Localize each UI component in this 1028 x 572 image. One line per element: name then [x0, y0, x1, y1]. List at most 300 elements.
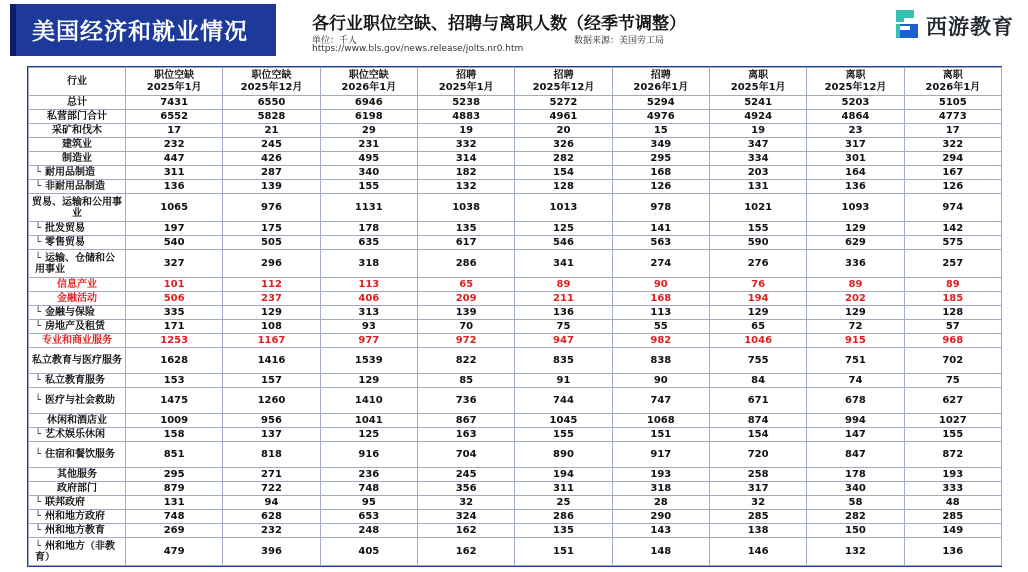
value-cell: 311 — [515, 482, 612, 496]
value-cell: 6550 — [223, 96, 320, 110]
value-cell: 147 — [807, 428, 904, 442]
column-header-period: 2025年1月 — [730, 81, 786, 93]
value-cell: 175 — [223, 222, 320, 236]
value-cell: 287 — [223, 166, 320, 180]
value-cell: 285 — [709, 510, 806, 524]
value-cell: 755 — [709, 348, 806, 374]
value-cell: 20 — [515, 124, 612, 138]
table-row — [29, 278, 1002, 292]
value-cell: 326 — [515, 138, 612, 152]
value-cell: 295 — [612, 152, 709, 166]
column-header-metric: 离职 — [845, 69, 866, 81]
value-cell: 65 — [709, 320, 806, 334]
row-label: 其他服务 — [57, 469, 97, 480]
value-cell: 90 — [612, 374, 709, 388]
row-label: 采矿和伐木 — [52, 125, 102, 136]
value-cell: 748 — [320, 482, 417, 496]
value-cell: 334 — [709, 152, 806, 166]
indent-marker-icon: └ — [35, 321, 42, 332]
value-cell: 153 — [126, 374, 223, 388]
value-cell: 167 — [904, 166, 1001, 180]
data-table-container — [27, 66, 1002, 567]
column-header — [612, 68, 709, 96]
column-header-metric: 职位空缺 — [154, 69, 195, 81]
column-header — [515, 68, 612, 96]
value-cell: 128 — [515, 180, 612, 194]
value-cell: 136 — [904, 538, 1001, 566]
value-cell: 872 — [904, 442, 1001, 468]
value-cell: 406 — [320, 292, 417, 306]
value-cell: 340 — [320, 166, 417, 180]
value-cell: 294 — [904, 152, 1001, 166]
indent-marker-icon: └ — [35, 449, 42, 460]
value-cell: 19 — [417, 124, 514, 138]
value-cell: 563 — [612, 236, 709, 250]
value-cell: 1167 — [223, 334, 320, 348]
value-cell: 193 — [904, 468, 1001, 482]
value-cell: 847 — [807, 442, 904, 468]
column-header-metric: 离职 — [748, 69, 769, 81]
value-cell: 151 — [515, 538, 612, 566]
value-cell: 629 — [807, 236, 904, 250]
logo-text: 西游教育 — [926, 15, 1014, 39]
indent-marker-icon: └ — [35, 375, 42, 386]
value-cell: 17 — [904, 124, 1001, 138]
value-cell: 6198 — [320, 110, 417, 124]
value-cell: 822 — [417, 348, 514, 374]
value-cell: 506 — [126, 292, 223, 306]
value-cell: 126 — [612, 180, 709, 194]
value-cell: 282 — [515, 152, 612, 166]
value-cell: 4961 — [515, 110, 612, 124]
column-header — [709, 68, 806, 96]
value-cell: 182 — [417, 166, 514, 180]
value-cell: 91 — [515, 374, 612, 388]
value-cell: 194 — [515, 468, 612, 482]
row-label: 贸易、运输和公用事业 — [32, 196, 122, 219]
row-label: 住宿和餐饮服务 — [45, 449, 116, 460]
row-label-cell — [29, 250, 126, 278]
value-cell: 5294 — [612, 96, 709, 110]
value-cell: 540 — [126, 236, 223, 250]
value-cell: 58 — [807, 496, 904, 510]
value-cell: 4773 — [904, 110, 1001, 124]
value-cell: 311 — [126, 166, 223, 180]
value-cell: 136 — [807, 180, 904, 194]
table-row — [29, 468, 1002, 482]
value-cell: 704 — [417, 442, 514, 468]
table-row — [29, 524, 1002, 538]
logo — [892, 8, 1020, 40]
value-cell: 851 — [126, 442, 223, 468]
row-label-cell — [29, 388, 126, 414]
column-header-period: 2025年12月 — [824, 81, 887, 93]
column-header-metric: 招聘 — [553, 69, 574, 81]
value-cell: 158 — [126, 428, 223, 442]
table-row — [29, 538, 1002, 566]
value-cell: 5105 — [904, 96, 1001, 110]
value-cell: 301 — [807, 152, 904, 166]
row-label: 专业和商业服务 — [42, 335, 112, 346]
value-cell: 148 — [612, 538, 709, 566]
value-cell: 194 — [709, 292, 806, 306]
indent-marker-icon: └ — [35, 540, 42, 552]
value-cell: 155 — [709, 222, 806, 236]
value-cell: 5272 — [515, 96, 612, 110]
value-cell: 590 — [709, 236, 806, 250]
value-cell: 1093 — [807, 194, 904, 222]
value-cell: 1410 — [320, 388, 417, 414]
value-cell: 1065 — [126, 194, 223, 222]
indent-marker-icon: └ — [35, 497, 42, 508]
table-row — [29, 388, 1002, 414]
value-cell: 25 — [515, 496, 612, 510]
value-cell: 126 — [904, 180, 1001, 194]
row-label-cell — [29, 482, 126, 496]
row-label-cell — [29, 524, 126, 538]
value-cell: 978 — [612, 194, 709, 222]
value-cell: 628 — [223, 510, 320, 524]
value-cell: 327 — [126, 250, 223, 278]
table-row — [29, 222, 1002, 236]
value-cell: 132 — [807, 538, 904, 566]
value-cell: 1260 — [223, 388, 320, 414]
indent-marker-icon: └ — [35, 237, 42, 248]
value-cell: 1475 — [126, 388, 223, 414]
row-label-cell — [29, 538, 126, 566]
row-label-cell — [29, 110, 126, 124]
column-header-period: 2025年12月 — [240, 81, 303, 93]
value-cell: 178 — [320, 222, 417, 236]
value-cell: 1021 — [709, 194, 806, 222]
value-cell: 1539 — [320, 348, 417, 374]
value-cell: 982 — [612, 334, 709, 348]
table-row — [29, 510, 1002, 524]
value-cell: 155 — [904, 428, 1001, 442]
table-row — [29, 428, 1002, 442]
value-cell: 720 — [709, 442, 806, 468]
value-cell: 113 — [612, 306, 709, 320]
value-cell: 1046 — [709, 334, 806, 348]
value-cell: 32 — [709, 496, 806, 510]
table-row — [29, 152, 1002, 166]
value-cell: 333 — [904, 482, 1001, 496]
value-cell: 271 — [223, 468, 320, 482]
value-cell: 678 — [807, 388, 904, 414]
column-header — [126, 68, 223, 96]
row-label-cell — [29, 180, 126, 194]
source-note: 数据来源：美国劳工局 — [574, 36, 665, 46]
row-label: 政府部门 — [57, 483, 97, 494]
row-label: 信息产业 — [57, 279, 97, 290]
value-cell: 1013 — [515, 194, 612, 222]
indent-marker-icon: └ — [35, 223, 42, 234]
row-label: 房地产及租赁 — [45, 321, 106, 332]
row-label: 建筑业 — [62, 139, 92, 150]
value-cell: 1068 — [612, 414, 709, 428]
value-cell: 15 — [612, 124, 709, 138]
value-cell: 136 — [126, 180, 223, 194]
value-cell: 155 — [515, 428, 612, 442]
value-cell: 19 — [709, 124, 806, 138]
row-label-cell — [29, 236, 126, 250]
indent-marker-icon: └ — [35, 307, 42, 318]
value-cell: 838 — [612, 348, 709, 374]
value-cell: 245 — [223, 138, 320, 152]
value-cell: 32 — [417, 496, 514, 510]
value-cell: 4924 — [709, 110, 806, 124]
value-cell: 202 — [807, 292, 904, 306]
table-row — [29, 236, 1002, 250]
value-cell: 151 — [612, 428, 709, 442]
value-cell: 90 — [612, 278, 709, 292]
value-cell: 55 — [612, 320, 709, 334]
column-header-period: 2026年1月 — [633, 81, 689, 93]
value-cell: 874 — [709, 414, 806, 428]
value-cell: 137 — [223, 428, 320, 442]
column-header-period: 2025年12月 — [532, 81, 595, 93]
value-cell: 93 — [320, 320, 417, 334]
column-header-metric: 招聘 — [456, 69, 477, 81]
value-cell: 232 — [126, 138, 223, 152]
row-label: 私营部门合计 — [47, 111, 107, 122]
value-cell: 879 — [126, 482, 223, 496]
value-cell: 977 — [320, 334, 417, 348]
row-label: 金融与保险 — [45, 307, 96, 318]
column-header-metric: 职位空缺 — [251, 69, 292, 81]
value-cell: 396 — [223, 538, 320, 566]
value-cell: 336 — [807, 250, 904, 278]
value-cell: 248 — [320, 524, 417, 538]
value-cell: 340 — [807, 482, 904, 496]
value-cell: 617 — [417, 236, 514, 250]
row-label-cell — [29, 194, 126, 222]
row-label: 耐用品制造 — [45, 167, 96, 178]
value-cell: 89 — [515, 278, 612, 292]
value-cell: 505 — [223, 236, 320, 250]
value-cell: 155 — [320, 180, 417, 194]
value-cell: 318 — [320, 250, 417, 278]
value-cell: 972 — [417, 334, 514, 348]
value-cell: 76 — [709, 278, 806, 292]
row-label: 制造业 — [62, 153, 92, 164]
column-header — [807, 68, 904, 96]
row-label: 金融活动 — [57, 293, 97, 304]
value-cell: 6552 — [126, 110, 223, 124]
value-cell: 290 — [612, 510, 709, 524]
value-cell: 322 — [904, 138, 1001, 152]
indent-marker-icon: └ — [35, 167, 42, 178]
value-cell: 135 — [515, 524, 612, 538]
table-row — [29, 496, 1002, 510]
value-cell: 286 — [515, 510, 612, 524]
table-row — [29, 194, 1002, 222]
value-cell: 335 — [126, 306, 223, 320]
value-cell: 748 — [126, 510, 223, 524]
column-header-industry — [29, 68, 126, 96]
value-cell: 128 — [904, 306, 1001, 320]
table-row — [29, 334, 1002, 348]
column-header-period: 2025年1月 — [146, 81, 202, 93]
value-cell: 28 — [612, 496, 709, 510]
value-cell: 349 — [612, 138, 709, 152]
value-cell: 143 — [612, 524, 709, 538]
row-label: 批发贸易 — [45, 223, 86, 234]
value-cell: 295 — [126, 468, 223, 482]
logo-mark-icon — [892, 8, 922, 40]
value-cell: 426 — [223, 152, 320, 166]
value-cell: 4976 — [612, 110, 709, 124]
value-cell: 495 — [320, 152, 417, 166]
value-cell: 1628 — [126, 348, 223, 374]
value-cell: 149 — [904, 524, 1001, 538]
table-body — [29, 96, 1002, 566]
source-url: https://www.bls.gov/news.release/jolts.nr0.htm — [312, 44, 524, 54]
column-header-metric: 离职 — [942, 69, 963, 81]
page-title: 美国经济和就业情况 — [32, 18, 248, 45]
row-label-cell — [29, 124, 126, 138]
value-cell: 702 — [904, 348, 1001, 374]
table-row — [29, 414, 1002, 428]
value-cell: 21 — [223, 124, 320, 138]
value-cell: 23 — [807, 124, 904, 138]
value-cell: 1045 — [515, 414, 612, 428]
value-cell: 178 — [807, 468, 904, 482]
table-row — [29, 374, 1002, 388]
row-label: 私立教育服务 — [45, 375, 106, 386]
row-label-cell — [29, 320, 126, 334]
value-cell: 635 — [320, 236, 417, 250]
value-cell: 65 — [417, 278, 514, 292]
value-cell: 744 — [515, 388, 612, 414]
value-cell: 136 — [515, 306, 612, 320]
column-header — [223, 68, 320, 96]
row-label: 运输、仓储和公用事业 — [35, 252, 116, 275]
value-cell: 154 — [515, 166, 612, 180]
row-label-cell — [29, 166, 126, 180]
column-header-period: 2026年1月 — [341, 81, 397, 93]
value-cell: 296 — [223, 250, 320, 278]
column-header-period: 2025年1月 — [438, 81, 494, 93]
value-cell: 917 — [612, 442, 709, 468]
value-cell: 132 — [417, 180, 514, 194]
row-label-cell — [29, 374, 126, 388]
value-cell: 671 — [709, 388, 806, 414]
column-header-metric: 招聘 — [650, 69, 671, 81]
indent-marker-icon: └ — [35, 395, 42, 406]
value-cell: 75 — [515, 320, 612, 334]
column-header — [417, 68, 514, 96]
table-row — [29, 124, 1002, 138]
value-cell: 129 — [709, 306, 806, 320]
value-cell: 269 — [126, 524, 223, 538]
value-cell: 627 — [904, 388, 1001, 414]
value-cell: 736 — [417, 388, 514, 414]
row-label-cell — [29, 96, 126, 110]
value-cell: 157 — [223, 374, 320, 388]
row-label-cell — [29, 442, 126, 468]
row-label: 私立教育与医疗服务 — [32, 355, 122, 366]
value-cell: 867 — [417, 414, 514, 428]
value-cell: 129 — [223, 306, 320, 320]
indent-marker-icon: └ — [35, 525, 42, 536]
row-label: 州和地方政府 — [45, 511, 106, 522]
value-cell: 232 — [223, 524, 320, 538]
value-cell: 282 — [807, 510, 904, 524]
value-cell: 479 — [126, 538, 223, 566]
value-cell: 141 — [612, 222, 709, 236]
value-cell: 150 — [807, 524, 904, 538]
column-header — [320, 68, 417, 96]
value-cell: 276 — [709, 250, 806, 278]
value-cell: 112 — [223, 278, 320, 292]
row-label-cell — [29, 138, 126, 152]
row-label: 州和地方教育 — [45, 525, 106, 536]
row-label-cell — [29, 510, 126, 524]
row-label-cell — [29, 222, 126, 236]
value-cell: 5238 — [417, 96, 514, 110]
value-cell: 89 — [807, 278, 904, 292]
value-cell: 101 — [126, 278, 223, 292]
value-cell: 1253 — [126, 334, 223, 348]
value-cell: 135 — [417, 222, 514, 236]
value-cell: 318 — [612, 482, 709, 496]
value-cell: 7431 — [126, 96, 223, 110]
value-cell: 447 — [126, 152, 223, 166]
row-label: 医疗与社会救助 — [45, 395, 116, 406]
value-cell: 154 — [709, 428, 806, 442]
value-cell: 4883 — [417, 110, 514, 124]
value-cell: 947 — [515, 334, 612, 348]
row-label: 联邦政府 — [45, 497, 86, 508]
table-row — [29, 110, 1002, 124]
value-cell: 17 — [126, 124, 223, 138]
value-cell: 546 — [515, 236, 612, 250]
value-cell: 85 — [417, 374, 514, 388]
table-row — [29, 138, 1002, 152]
value-cell: 131 — [709, 180, 806, 194]
row-label-cell — [29, 334, 126, 348]
value-cell: 916 — [320, 442, 417, 468]
value-cell: 1009 — [126, 414, 223, 428]
value-cell: 317 — [807, 138, 904, 152]
row-label-cell — [29, 348, 126, 374]
value-cell: 162 — [417, 538, 514, 566]
value-cell: 405 — [320, 538, 417, 566]
value-cell: 747 — [612, 388, 709, 414]
value-cell: 57 — [904, 320, 1001, 334]
value-cell: 818 — [223, 442, 320, 468]
indent-marker-icon: └ — [35, 511, 42, 522]
value-cell: 285 — [904, 510, 1001, 524]
column-header-period: 2026年1月 — [925, 81, 981, 93]
value-cell: 108 — [223, 320, 320, 334]
value-cell: 314 — [417, 152, 514, 166]
table-row — [29, 306, 1002, 320]
value-cell: 125 — [320, 428, 417, 442]
row-label-cell — [29, 468, 126, 482]
value-cell: 138 — [709, 524, 806, 538]
table-row — [29, 292, 1002, 306]
value-cell: 131 — [126, 496, 223, 510]
indent-marker-icon: └ — [35, 181, 42, 192]
value-cell: 968 — [904, 334, 1001, 348]
value-cell: 653 — [320, 510, 417, 524]
column-header-metric: 行业 — [67, 75, 87, 87]
value-cell: 211 — [515, 292, 612, 306]
value-cell: 347 — [709, 138, 806, 152]
value-cell: 5203 — [807, 96, 904, 110]
